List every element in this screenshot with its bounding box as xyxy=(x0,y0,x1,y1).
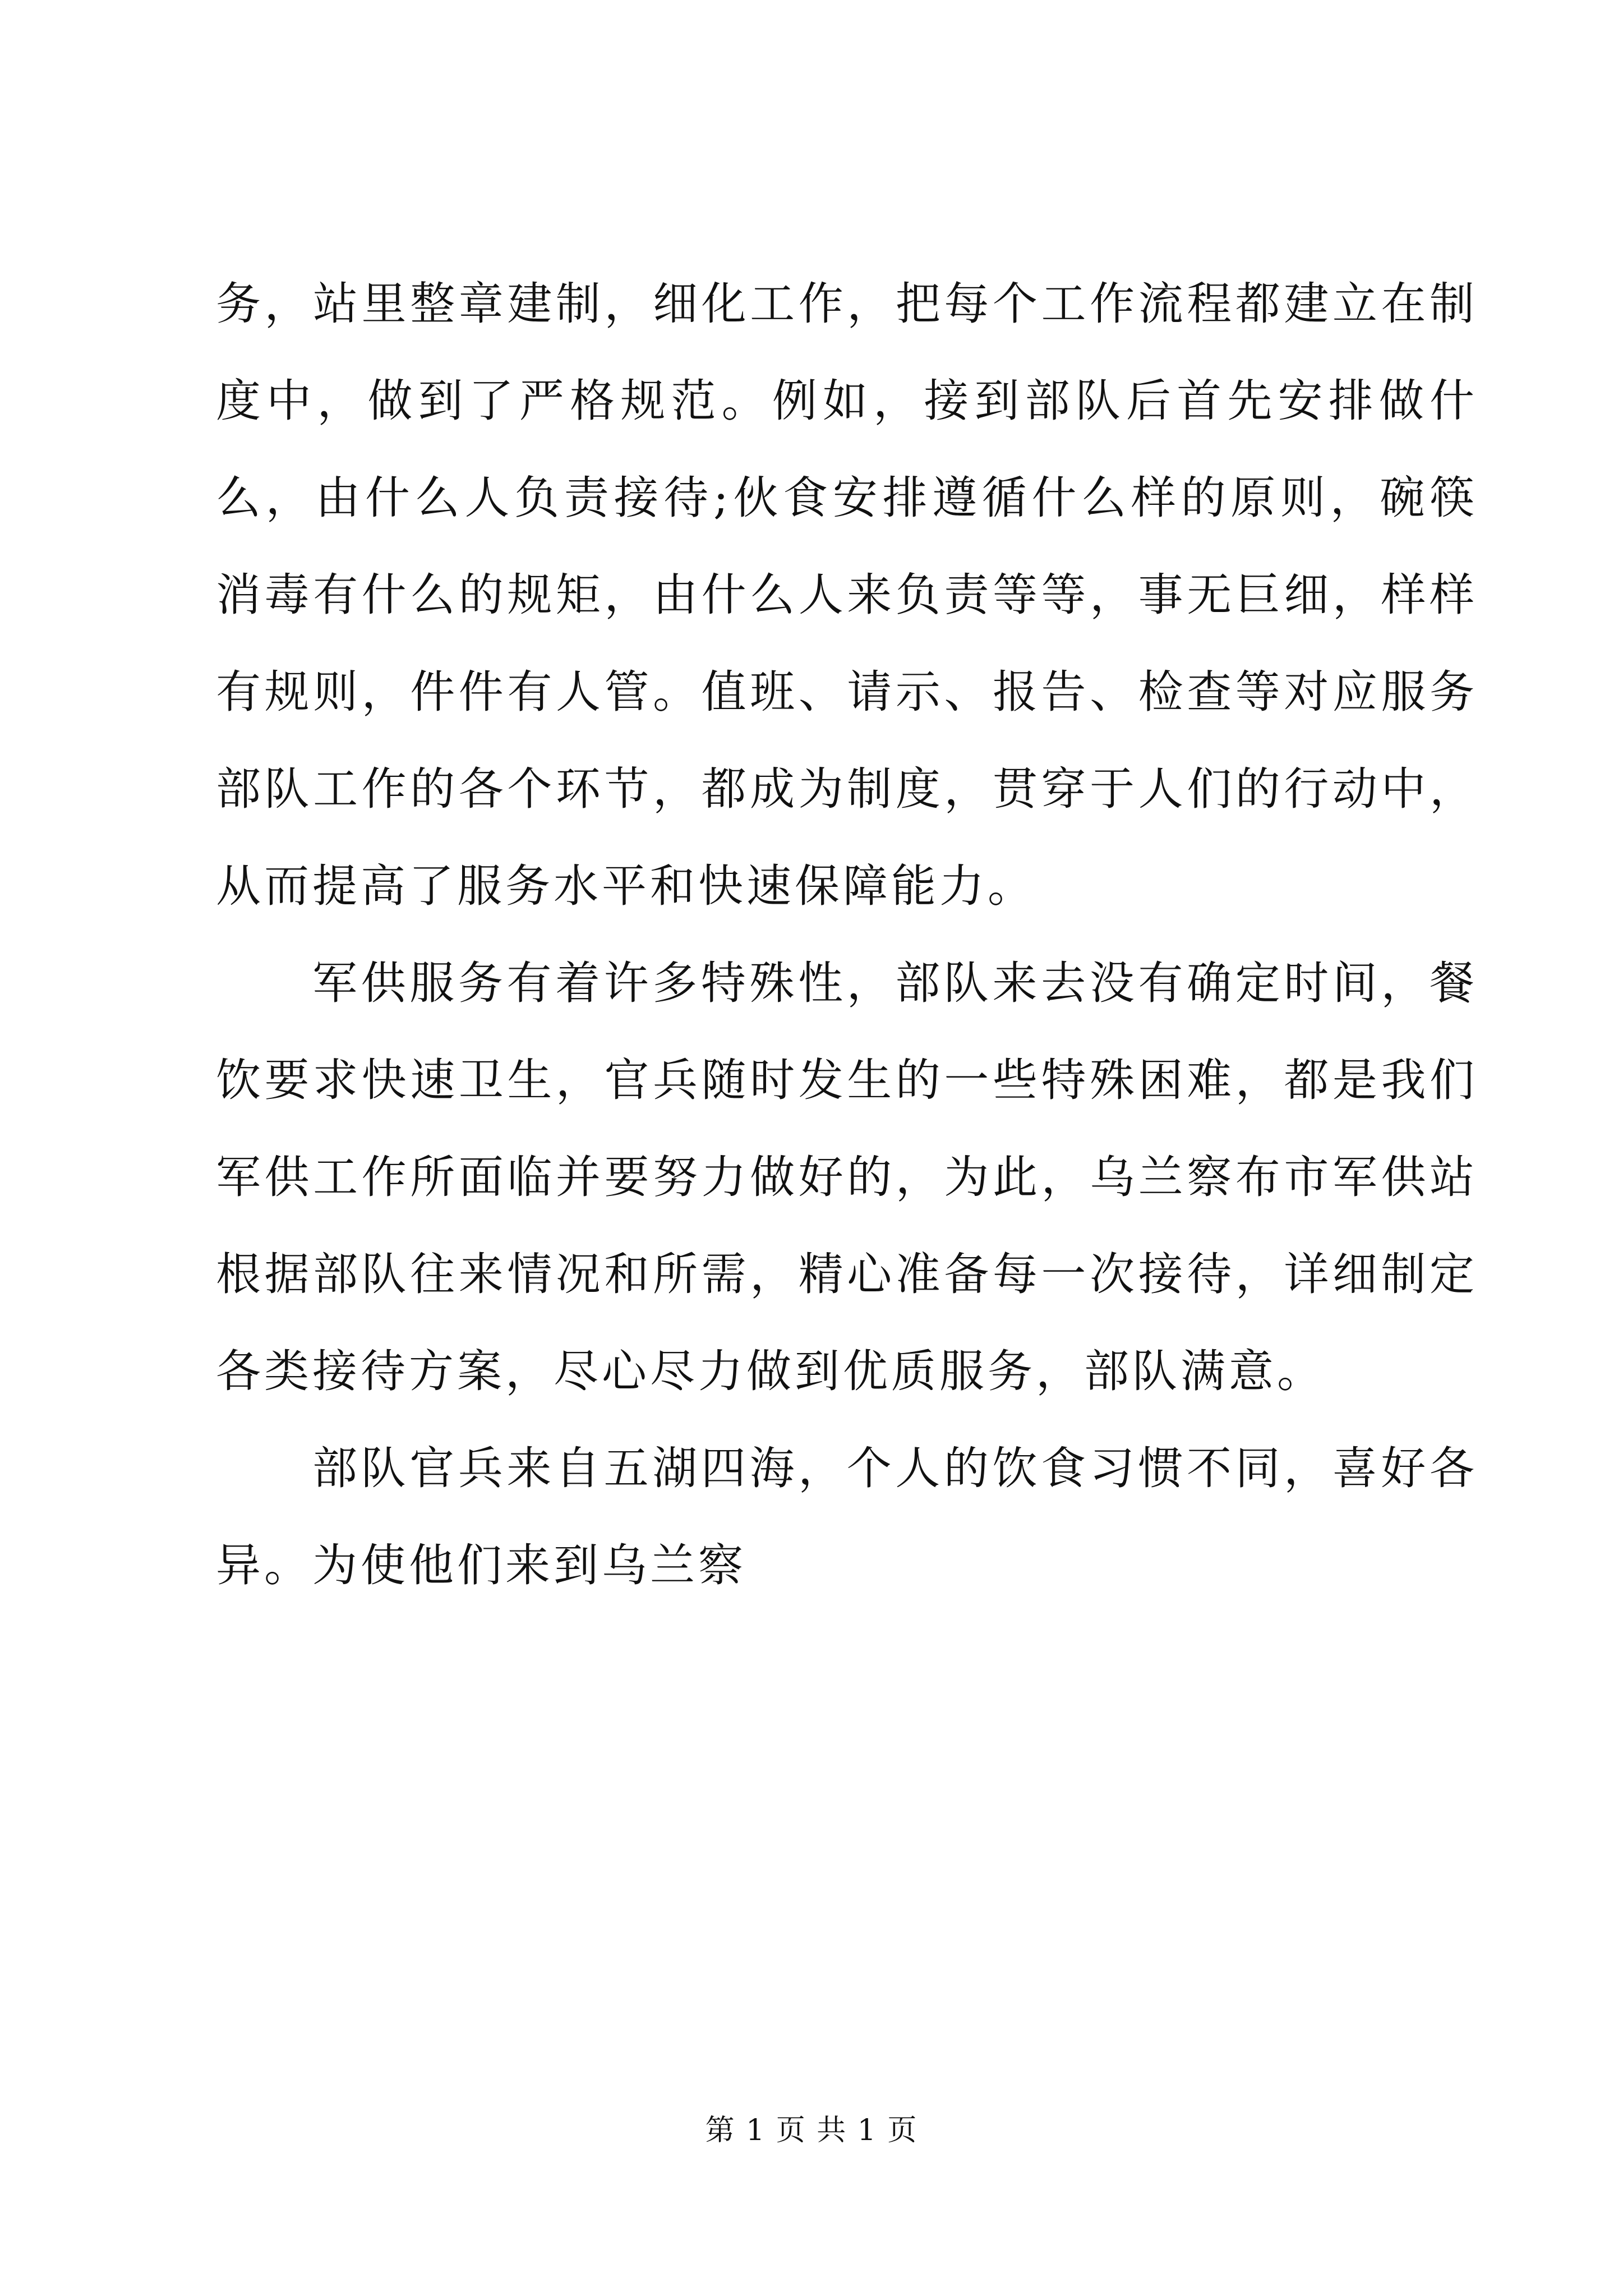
paragraph-1: 务，站里整章建制，细化工作，把每个工作流程都建立在制度中，做到了严格规范。例如，接到部队后首先安排做什么，由什么人负责接待;伙食安排遵循什么样的原则，碗筷消毒有什么的规矩，由什么人来负责等等，事无巨细，样样有规则，件件有人管。值班、请示、报告、检查等对应服务部队工作的各个环节，都成为制度，贯穿于人们的行动中，从而提高了服务水平和快速保障能力。 xyxy=(216,278,1478,912)
paragraph-3: 部队官兵来自五湖四海，个人的饮食习惯不同，喜好各异。为使他们来到乌兰察 xyxy=(216,1442,1478,1591)
page-footer: 第 1 页 共 1 页 xyxy=(705,2114,918,2147)
paragraph-2: 军供服务有着许多特殊性，部队来去没有确定时间，餐饮要求快速卫生，官兵随时发生的一些特殊困难，都是我们军供工作所面临并要努力做好的，为此，乌兰察布市军供站根据部队往来情况和所需，精心准备每一次接待，详细制定各类接待方案，尽心尽力做到优质服务，部队满意。 xyxy=(216,957,1478,1397)
document-body xyxy=(216,255,1478,1614)
